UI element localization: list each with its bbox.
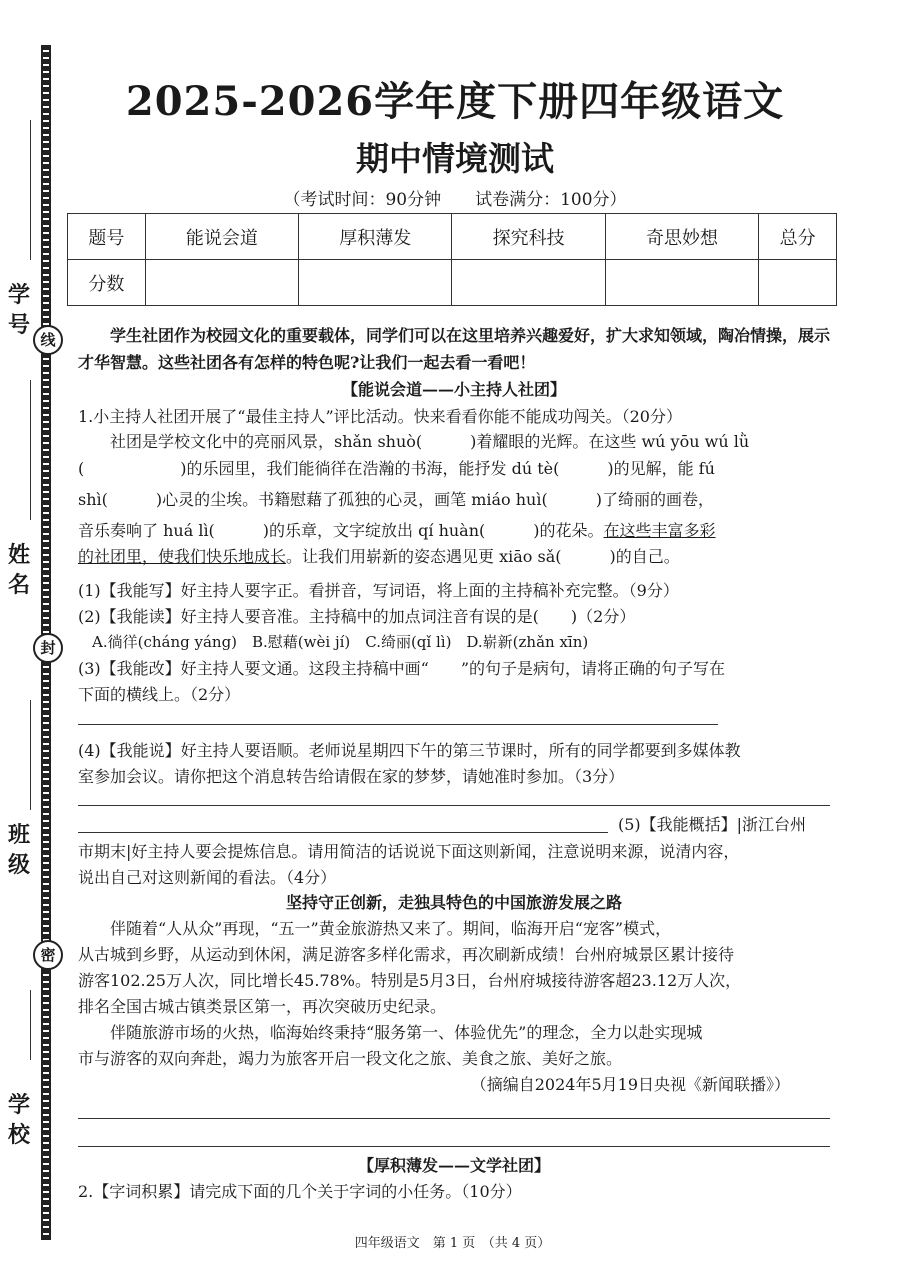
news-line: 伴随着“人从众”再现，“五一”黄金旅游热又来了。期间，临海开启“宠客”模式，: [110, 919, 672, 938]
page-footer: 四年级语文 第 1 页 （共 4 页）: [354, 1236, 551, 1251]
binding-rule: [30, 700, 31, 810]
news-line: 市与游客的双向奔赴，竭力为旅客开启一段文化之旅、美食之旅、美好之旅。: [78, 1049, 623, 1068]
binding-label-school: 学校: [7, 1092, 30, 1148]
section1-heading: 【能说会道——小主持人社团】: [341, 380, 566, 399]
score-table: [67, 213, 837, 306]
score-table-row: [68, 260, 837, 306]
answer-line[interactable]: [78, 1146, 830, 1147]
answer-line[interactable]: [78, 724, 718, 725]
passage-underlined: 的社团里，使我们快乐地成长: [78, 547, 287, 566]
binding-rule: [30, 990, 31, 1060]
sub-question-3-cont: 下面的横线上。（2分）: [78, 685, 241, 704]
score-header-cell: 奇思妙想: [605, 214, 758, 260]
score-header-cell: 能说会道: [145, 214, 298, 260]
passage-text: 。让我们用崭新的姿态遇见更 xiāo sǎ( )的自己。: [286, 547, 680, 566]
passage-line: ( )的乐园里，我们能徜徉在浩瀚的书海，能抒发 dú tè( )的见解，能 fú: [78, 459, 715, 478]
binding-label-name: 姓名: [7, 542, 30, 598]
sub-question-2: (2)【我能读】好主持人要音准。主持稿中的加点词注音有误的是( )（2分）: [78, 607, 636, 626]
binding-rule: [30, 380, 31, 520]
answer-line[interactable]: [78, 805, 830, 806]
sub-question-5-cont: 市期末|好主持人要会提炼信息。请用简洁的话说说下面这则新闻，注意说明来源，说清内容，: [78, 842, 740, 861]
score-table-header-row: [68, 214, 837, 260]
news-line: 排名全国古城古镇类景区第一，再次突破历史纪录。: [78, 997, 447, 1016]
news-source: （摘编自2024年5月19日央视《新闻联播》）: [470, 1075, 790, 1094]
score-cell[interactable]: [452, 260, 605, 306]
passage-line: [78, 517, 830, 544]
news-line: 从古城到乡野，从运动到休闲，满足游客多样化需求，再次刷新成绩！台州府城景区累计接待: [78, 945, 735, 964]
sub-question-5: (5)【我能概括】|浙江台州: [618, 815, 807, 834]
passage-line: shì( )心灵的尘埃。书籍慰藉了孤独的心灵，画笔 miáo huì( )了绮丽的画卷，: [78, 490, 714, 509]
binding-rule: [30, 120, 31, 260]
score-header-cell: 题号: [68, 214, 146, 260]
answer-line[interactable]: [78, 832, 608, 833]
score-header-cell: 总分: [759, 214, 837, 260]
page-subtitle: 期中情境测试: [356, 139, 554, 178]
news-line: 游客102.25万人次，同比增长45.78%。特别是5月3日，台州府城接待游客超23.12万人次，: [78, 971, 742, 990]
question-1: 1.小主持人社团开展了“最佳主持人”评比活动。快来看看你能不能成功闯关。（20分）: [78, 407, 682, 426]
binding-label-class: 班级: [7, 822, 30, 878]
passage-text: 音乐奏响了 huá lì( )的乐章，文字绽放出 qí huàn( )的花朵。: [78, 521, 604, 540]
score-row-label: 分数: [68, 260, 146, 306]
seal-seal: 封: [33, 633, 63, 663]
exam-info: （考试时间：90分钟 试卷满分：100分）: [283, 190, 627, 210]
page-title: 2025-2026学年度下册四年级语文: [125, 78, 785, 125]
score-cell[interactable]: [605, 260, 758, 306]
section2-heading: 【厚积薄发——文学社团】: [357, 1156, 550, 1175]
passage-line: 社团是学校文化中的亮丽风景，shǎn shuò( )着耀眼的光辉。在这些 wú yōu wú lǜ: [110, 432, 750, 451]
seal-line: 线: [33, 325, 63, 355]
sub-question-1: (1)【我能写】好主持人要字正。看拼音，写词语，将上面的主持稿补充完整。（9分）: [78, 581, 679, 600]
score-cell[interactable]: [145, 260, 298, 306]
question-2: 2.【字词积累】请完成下面的几个关于字词的小任务。（10分）: [78, 1182, 522, 1201]
score-cell[interactable]: [759, 260, 837, 306]
score-header-cell: 厚积薄发: [299, 214, 452, 260]
binding-label-student-id: 学号: [7, 282, 30, 338]
news-line: 伴随旅游市场的火热，临海始终秉持“服务第一、体验优先”的理念，全力以赴实现城: [110, 1023, 703, 1042]
news-title: 坚持守正创新，走独具特色的中国旅游发展之路: [285, 893, 622, 912]
passage-line: [78, 543, 830, 570]
options-row: A.徜徉(cháng yáng) B.慰藉(wèi jí) C.绮丽(qǐ lì) D.崭新(zhǎn xīn): [92, 633, 589, 651]
passage-underlined: 在这些丰富多彩: [603, 521, 716, 540]
intro-paragraph: 学生社团作为校园文化的重要载体，同学们可以在这里培养兴趣爱好，扩大求知领域，陶冶情操，展示才华智慧。这些社团各有怎样的特色呢?让我们一起去看一看吧！: [78, 326, 831, 372]
sub-question-4-cont: 室参加会议。请你把这个消息转告给请假在家的梦梦，请她准时参加。（3分）: [78, 767, 625, 786]
score-header-cell: 探究科技: [452, 214, 605, 260]
sub-question-5-cont: 说出自己对这则新闻的看法。（4分）: [78, 868, 337, 887]
sub-question-4: (4)【我能说】好主持人要语顺。老师说星期四下午的第三节课时，所有的同学都要到多媒体教: [78, 741, 741, 760]
sub-question-3: (3)【我能改】好主持人要文通。这段主持稿中画“ ”的句子是病句，请将正确的句子写在: [78, 659, 726, 678]
score-cell[interactable]: [299, 260, 452, 306]
seal-secret: 密: [33, 940, 63, 970]
answer-line[interactable]: [78, 1118, 830, 1119]
